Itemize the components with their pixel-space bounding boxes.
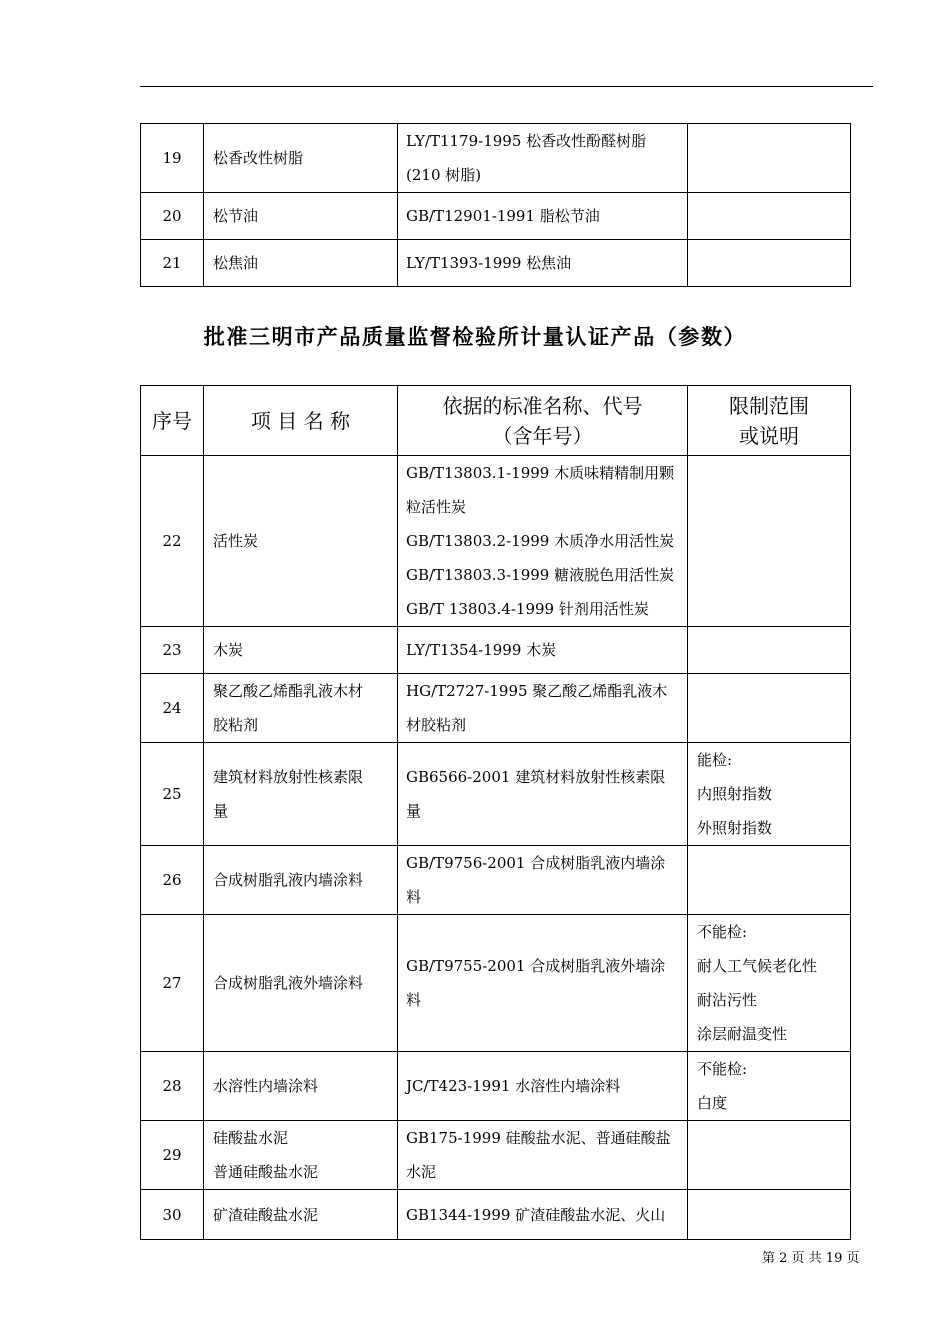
row-number-line-1: 28 xyxy=(162,1077,182,1095)
standard-name-line-2: (210 树脂) xyxy=(406,166,482,184)
item-name-line-1: 合成树脂乳液内墙涂料 xyxy=(213,871,364,889)
header-standard xyxy=(398,386,688,456)
limit-note xyxy=(688,193,851,240)
row-number xyxy=(141,627,204,674)
item-name xyxy=(204,1190,398,1240)
standard-name xyxy=(398,1052,688,1121)
table-header-row xyxy=(141,386,851,456)
item-name-line-1: 合成树脂乳液外墙涂料 xyxy=(213,974,364,992)
header-name xyxy=(204,386,398,456)
row-number xyxy=(141,1190,204,1240)
standard-name xyxy=(398,743,688,846)
table-row xyxy=(141,627,851,674)
limit-note-line-2: 白度 xyxy=(697,1094,728,1112)
item-name-line-1: 矿渣硅酸盐水泥 xyxy=(213,1205,319,1224)
item-name xyxy=(204,846,398,915)
item-name xyxy=(204,743,398,846)
row-number-line-1: 22 xyxy=(162,532,182,550)
header-note xyxy=(688,386,851,456)
standard-name xyxy=(398,1190,688,1240)
header-standard-line1: 依据的标准名称、代号 xyxy=(442,393,643,418)
row-number xyxy=(141,193,204,240)
standard-name xyxy=(398,193,688,240)
limit-note-line-2: 内照射指数 xyxy=(697,785,773,803)
row-number xyxy=(141,846,204,915)
standard-name xyxy=(398,124,688,193)
table-row xyxy=(141,846,851,915)
item-name-line-1: 松焦油 xyxy=(213,254,259,272)
item-name xyxy=(204,674,398,743)
standard-name-line-1: LY/T1179-1995 松香改性酚醛树脂 xyxy=(406,132,647,150)
limit-note xyxy=(688,743,851,846)
limit-note xyxy=(688,1121,851,1190)
item-name xyxy=(204,1052,398,1121)
item-name-line-2: 胶粘剂 xyxy=(213,716,259,734)
row-number xyxy=(141,915,204,1052)
item-name xyxy=(204,1121,398,1190)
row-number-line-1: 27 xyxy=(162,974,182,992)
item-name xyxy=(204,456,398,627)
table-row xyxy=(141,915,851,1052)
row-number xyxy=(141,456,204,627)
page-footer: 第 2 页 共 19 页 xyxy=(762,1251,860,1266)
row-number-line-1: 24 xyxy=(162,699,182,717)
item-name xyxy=(204,124,398,193)
item-name-line-1: 聚乙酸乙烯酯乳液木材 xyxy=(213,682,364,700)
item-name-line-1: 松节油 xyxy=(213,207,259,225)
row-number xyxy=(141,1052,204,1121)
limit-note-line-3: 外照射指数 xyxy=(697,819,773,837)
row-number xyxy=(141,124,204,193)
row-number xyxy=(141,743,204,846)
limit-note xyxy=(688,1052,851,1121)
header-rule xyxy=(140,86,873,87)
standard-name-line-1: GB/T12901-1991 脂松节油 xyxy=(406,207,600,225)
standard-name xyxy=(398,1121,688,1190)
table-row xyxy=(141,1190,851,1240)
item-name xyxy=(204,627,398,674)
item-name xyxy=(204,240,398,287)
top-table xyxy=(140,123,851,287)
limit-note xyxy=(688,124,851,193)
standard-name-line-1: GB/T9755-2001 合成树脂乳液外墙涂 xyxy=(406,957,666,975)
item-name xyxy=(204,915,398,1052)
standard-name-line-1: GB/T13803.1-1999 木质味精精制用颗 xyxy=(406,464,675,482)
standard-name-line-1: HG/T2727-1995 聚乙酸乙烯酯乳液木 xyxy=(406,682,668,700)
row-number xyxy=(141,674,204,743)
limit-note-line-2: 耐人工气候老化性 xyxy=(697,957,818,975)
header-note-line1: 限制范围 xyxy=(729,393,809,418)
standard-name-line-1: LY/T1354-1999 木炭 xyxy=(406,641,557,659)
item-name-line-1: 水溶性内墙涂料 xyxy=(213,1077,319,1095)
standard-name xyxy=(398,240,688,287)
row-number-line-1: 25 xyxy=(162,785,182,803)
standard-name-line-5: GB/T 13803.4-1999 针剂用活性炭 xyxy=(406,600,649,618)
row-number-line-1: 19 xyxy=(162,149,182,167)
limit-note-line-1: 能检: xyxy=(697,751,733,769)
standard-name-line-1: LY/T1393-1999 松焦油 xyxy=(406,254,572,272)
limit-note xyxy=(688,240,851,287)
header-note-line2: 或说明 xyxy=(739,423,799,448)
standard-name-line-1: GB1344-1999 矿渣硅酸盐水泥、火山 xyxy=(406,1205,666,1224)
table-row xyxy=(141,193,851,240)
limit-note xyxy=(688,1190,851,1240)
standard-name xyxy=(398,915,688,1052)
standard-name xyxy=(398,846,688,915)
standard-name-line-1: GB175-1999 硅酸盐水泥、普通硅酸盐 xyxy=(406,1129,671,1147)
standard-name-line-2: 粒活性炭 xyxy=(406,498,467,516)
limit-note xyxy=(688,846,851,915)
header-name-text: 项 目 名 称 xyxy=(250,408,351,433)
standard-name-line-1: GB/T9756-2001 合成树脂乳液内墙涂 xyxy=(406,854,666,872)
item-name-line-2: 量 xyxy=(213,802,229,820)
limit-note xyxy=(688,915,851,1052)
limit-note xyxy=(688,456,851,627)
row-number xyxy=(141,240,204,287)
standard-name-line-2: 料 xyxy=(406,888,422,906)
table-row xyxy=(141,456,851,627)
item-name-line-1: 建筑材料放射性核素限 xyxy=(213,768,364,786)
header-no: 序号 xyxy=(141,386,204,456)
row-number-line-1: 20 xyxy=(162,207,182,225)
limit-note-line-3: 耐沾污性 xyxy=(697,991,758,1009)
item-name-line-1: 活性炭 xyxy=(213,532,259,550)
table-row xyxy=(141,1052,851,1121)
standard-name-line-2: 水泥 xyxy=(406,1163,437,1181)
standard-name-line-1: JC/T423-1991 水溶性内墙涂料 xyxy=(406,1077,621,1095)
standard-name xyxy=(398,674,688,743)
standard-name xyxy=(398,627,688,674)
standard-name-line-2: 材胶粘剂 xyxy=(406,716,467,734)
row-number-line-1: 30 xyxy=(162,1205,182,1224)
limit-note xyxy=(688,627,851,674)
table-row xyxy=(141,1121,851,1190)
limit-note xyxy=(688,674,851,743)
item-name-line-1: 松香改性树脂 xyxy=(213,149,304,167)
limit-note-line-1: 不能检: xyxy=(697,923,748,941)
certified-products-table xyxy=(140,385,851,1240)
standard-name-line-4: GB/T13803.3-1999 糖液脱色用活性炭 xyxy=(406,566,675,584)
item-name-line-1: 木炭 xyxy=(213,641,244,659)
standard-name-line-3: GB/T13803.2-1999 木质净水用活性炭 xyxy=(406,532,675,550)
limit-note-line-4: 涂层耐温变性 xyxy=(697,1025,788,1043)
row-number-line-1: 23 xyxy=(162,641,182,659)
item-name-line-2: 普通硅酸盐水泥 xyxy=(213,1163,319,1181)
row-number-line-1: 21 xyxy=(162,254,182,272)
section-title: 批准三明市产品质量监督检验所计量认证产品（参数） xyxy=(203,325,747,349)
item-name-line-1: 硅酸盐水泥 xyxy=(213,1129,289,1147)
row-number xyxy=(141,1121,204,1190)
standard-name xyxy=(398,456,688,627)
table-row xyxy=(141,743,851,846)
table-row xyxy=(141,240,851,287)
row-number-line-1: 29 xyxy=(162,1146,182,1164)
standard-name-line-2: 量 xyxy=(406,802,422,820)
table-row xyxy=(141,124,851,193)
row-number-line-1: 26 xyxy=(162,871,182,889)
standard-name-line-2: 料 xyxy=(406,991,422,1009)
limit-note-line-1: 不能检: xyxy=(697,1060,748,1078)
standard-name-line-1: GB6566-2001 建筑材料放射性核素限 xyxy=(406,768,666,786)
header-standard-line2: （含年号） xyxy=(492,423,593,448)
table-row xyxy=(141,674,851,743)
item-name xyxy=(204,193,398,240)
